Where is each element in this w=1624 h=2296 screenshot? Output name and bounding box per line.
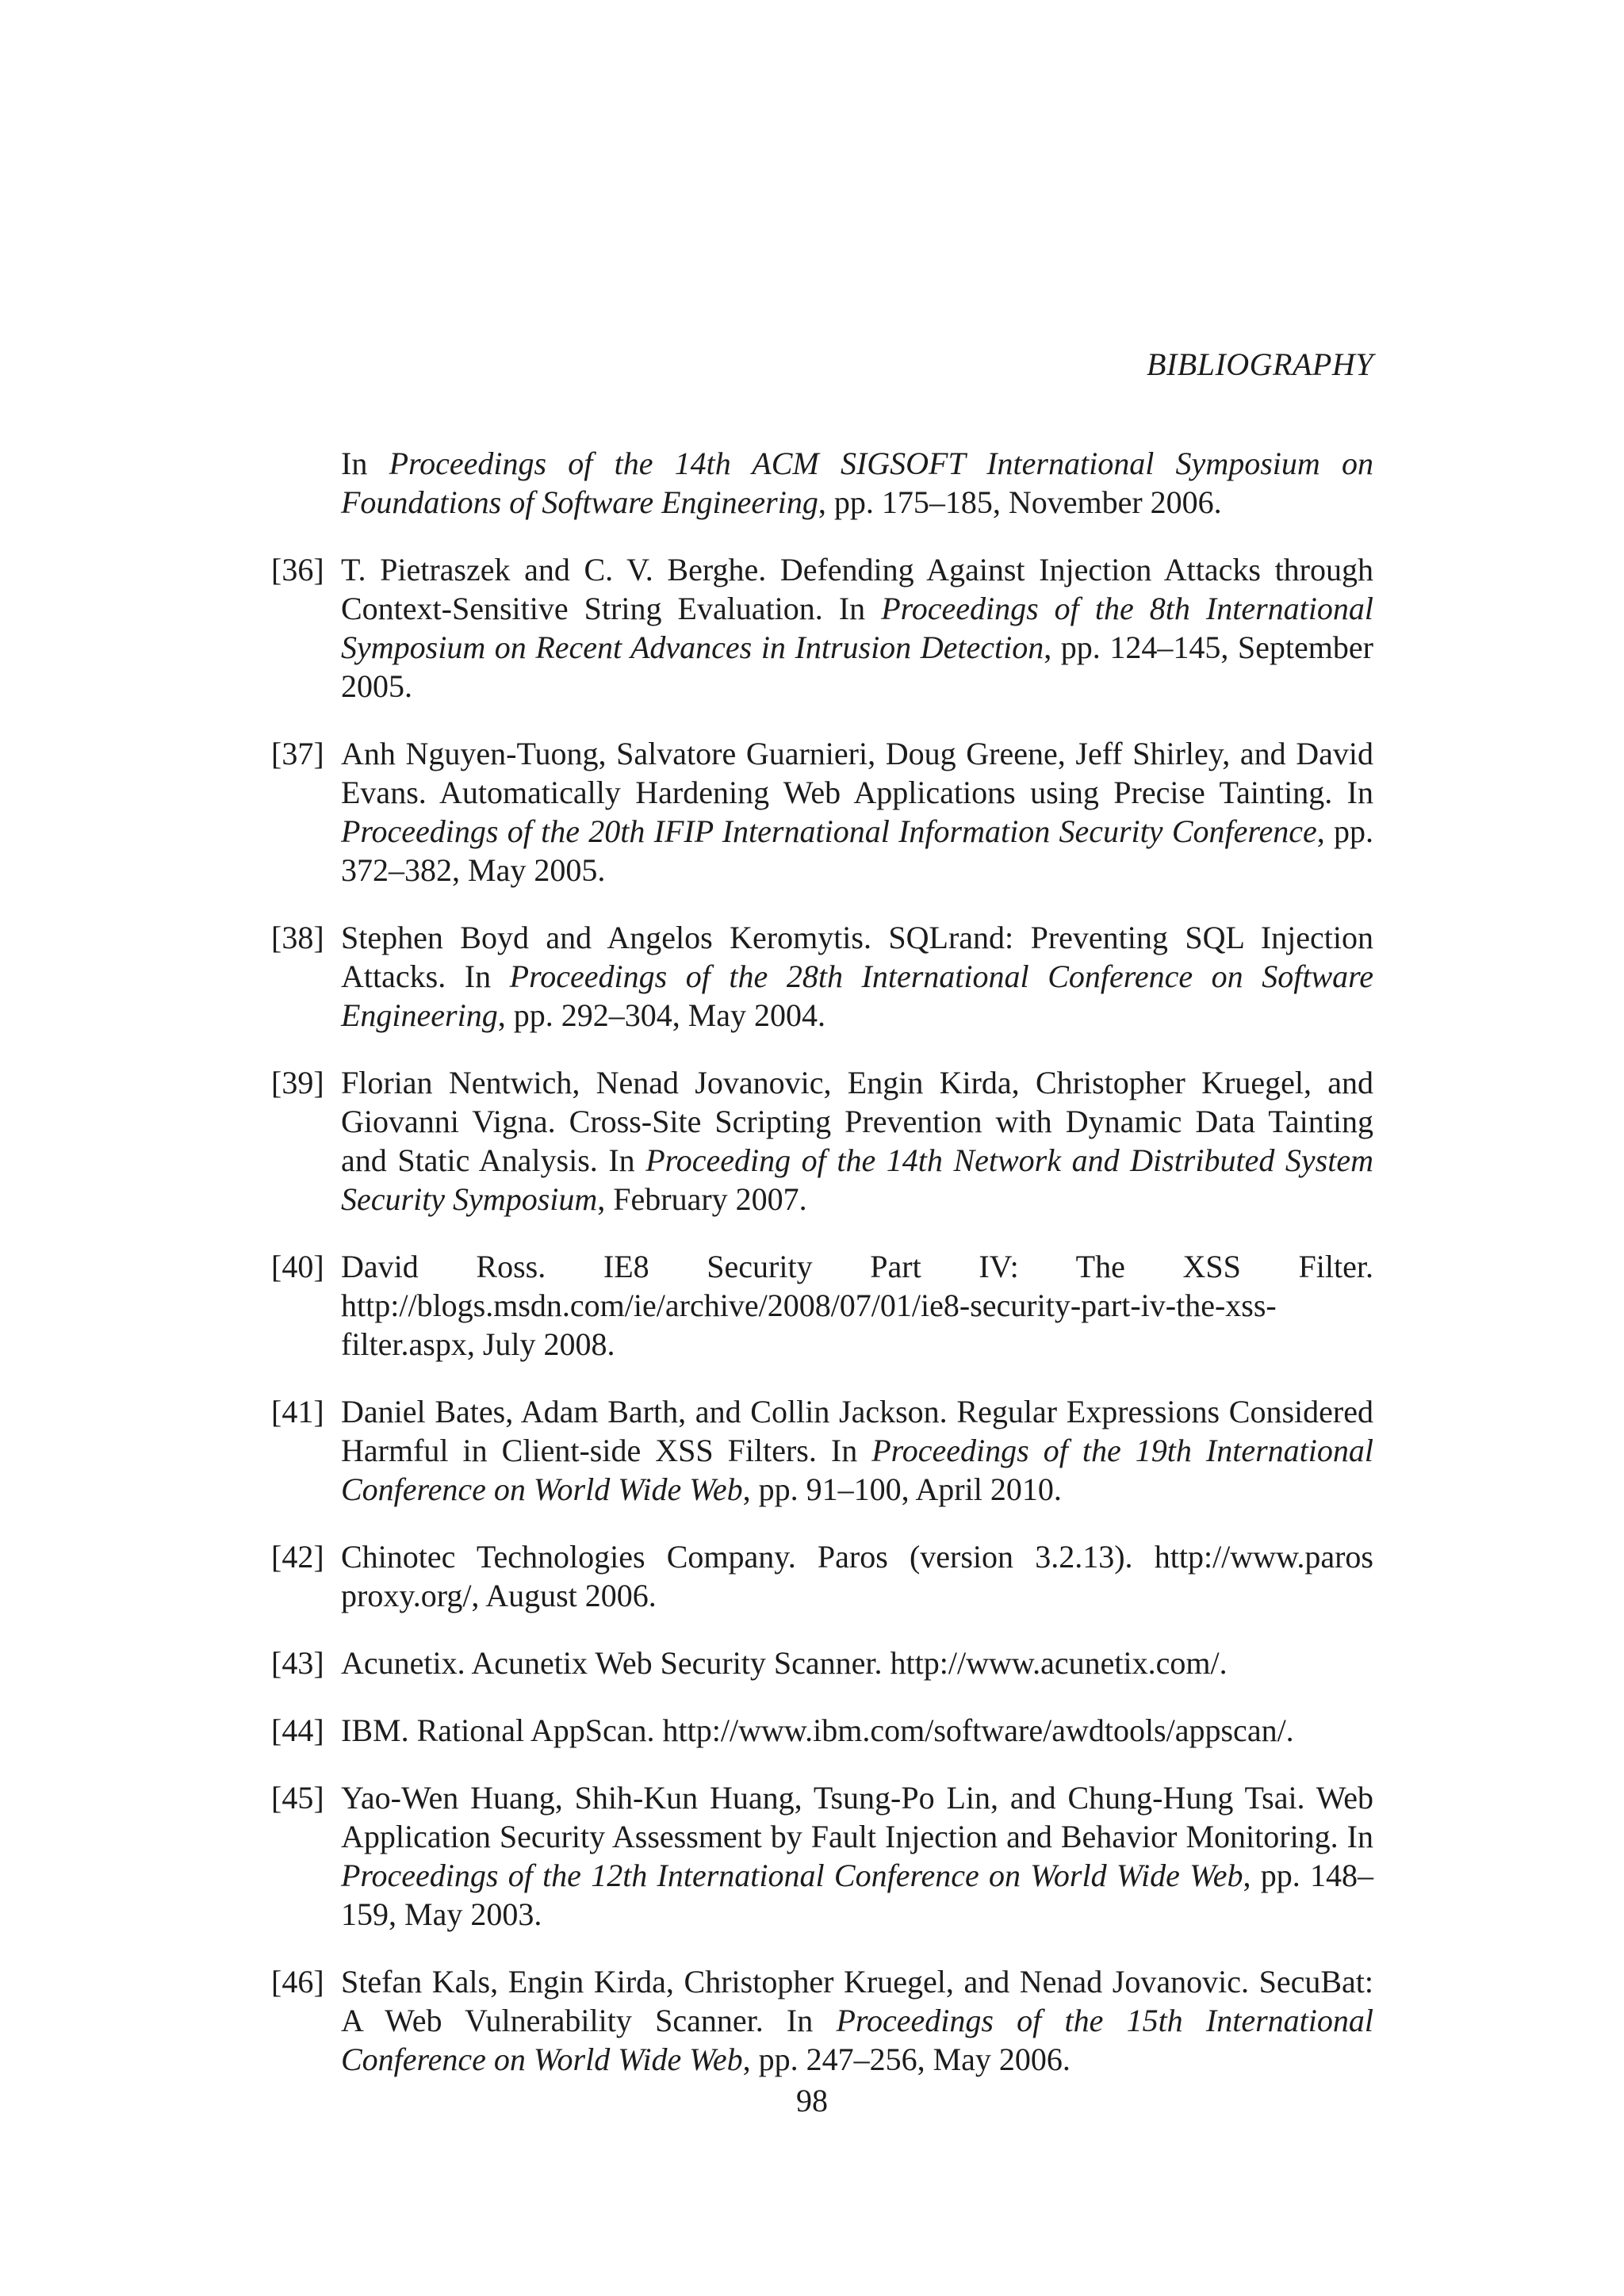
- reference-segment: Acunetix. Acunetix Web Security Scanner. http://www.acunetix.com/.: [341, 1645, 1228, 1681]
- reference-venue: Proceeding of the 14th Network and Distributed System Security Symposium: [341, 1142, 1373, 1217]
- reference-number: [42]: [271, 1539, 324, 1575]
- page-number: 98: [796, 2083, 828, 2118]
- reference-number: [45]: [271, 1780, 324, 1816]
- reference-number: [38]: [271, 920, 324, 955]
- reference-number: [39]: [271, 1065, 324, 1100]
- reference-text: [341, 1778, 1373, 1934]
- reference-segment: Stefan Kals, Engin Kirda, Christopher Kruegel, and Nenad Jovanovic. SecuBat: A Web Vulnerability Scanner. In: [341, 1964, 1373, 2038]
- reference-segment: , pp. 372–382, May 2005.: [341, 813, 1373, 888]
- reference-text: [341, 550, 1373, 706]
- reference-segment: Yao-Wen Huang, Shih-Kun Huang, Tsung-Po Lin, and Chung-Hung Tsai. Web Application Security Assessment by Fault Injection and Behavior Monitoring. In: [341, 1780, 1373, 1854]
- reference-segment: , pp. 91–100, April 2010.: [742, 1471, 1062, 1507]
- reference-text: [341, 918, 1373, 1035]
- reference-entry: [271, 918, 1373, 1035]
- reference-text: [341, 444, 1373, 522]
- reference-list: [271, 444, 1373, 2107]
- reference-text: [341, 1392, 1373, 1509]
- running-head: BIBLIOGRAPHY: [1147, 346, 1373, 382]
- reference-segment: David Ross. IE8 Security Part IV: The XSS Filter. http://blogs.msdn.com/ie/archive/2008/07/01/ie8-security-part-iv-the-xss-filter.aspx, July 2008.: [341, 1249, 1373, 1362]
- reference-entry: [271, 1962, 1373, 2079]
- reference-venue: Proceedings of the 14th ACM SIGSOFT International Symposium on Foundations of Software Engineering: [341, 446, 1373, 520]
- reference-entry: [271, 550, 1373, 706]
- reference-segment: In: [341, 446, 389, 481]
- reference-venue: Proceedings of the 8th International Symposium on Recent Advances in Intrusion Detection: [341, 591, 1373, 665]
- reference-segment: , February 2007.: [597, 1181, 807, 1217]
- reference-text: [341, 1644, 1373, 1682]
- reference-segment: T. Pietraszek and C. V. Berghe. Defending Against Injection Attacks through Context-Sensitive String Evaluation. In: [341, 552, 1373, 626]
- reference-text: [341, 1962, 1373, 2079]
- reference-entry: [271, 1711, 1373, 1750]
- reference-text: [341, 734, 1373, 890]
- reference-entry: [271, 734, 1373, 890]
- reference-segment: , pp. 148–159, May 2003.: [341, 1858, 1373, 1932]
- reference-segment: , pp. 247–256, May 2006.: [742, 2042, 1071, 2077]
- reference-text: [341, 1247, 1373, 1364]
- reference-segment: Florian Nentwich, Nenad Jovanovic, Engin Kirda, Christopher Kruegel, and Giovanni Vigna. Cross-Site Scripting Prevention with Dynamic Data Tainting and Static Analysis. In: [341, 1065, 1373, 1178]
- reference-entry: [271, 1778, 1373, 1934]
- reference-venue: Proceedings of the 19th International Conference on World Wide Web: [341, 1433, 1373, 1507]
- reference-entry: [271, 1537, 1373, 1615]
- reference-number: [37]: [271, 736, 324, 771]
- reference-segment: , pp. 292–304, May 2004.: [497, 997, 826, 1033]
- reference-venue: Proceedings of the 28th International Conference on Software Engineering: [341, 959, 1373, 1033]
- reference-number: [41]: [271, 1394, 324, 1429]
- reference-number: [36]: [271, 552, 324, 587]
- reference-segment: Anh Nguyen-Tuong, Salvatore Guarnieri, Doug Greene, Jeff Shirley, and David Evans. Automatically Hardening Web Applications using Precise Tainting. In: [341, 736, 1373, 810]
- reference-entry: [271, 1063, 1373, 1219]
- reference-number: [46]: [271, 1964, 324, 1999]
- reference-text: [341, 1711, 1373, 1750]
- reference-segment: , pp. 175–185, November 2006.: [818, 484, 1222, 520]
- reference-venue: Proceedings of the 12th International Conference on World Wide Web: [341, 1858, 1243, 1893]
- reference-segment: Chinotec Technologies Company. Paros (version 3.2.13). http://www.paros proxy.org/, August 2006.: [341, 1539, 1373, 1613]
- reference-entry: [271, 1392, 1373, 1509]
- reference-number: [43]: [271, 1645, 324, 1681]
- reference-entry: [271, 1247, 1373, 1364]
- reference-number: [40]: [271, 1249, 324, 1284]
- reference-segment: IBM. Rational AppScan. http://www.ibm.com/software/awdtools/appscan/.: [341, 1712, 1294, 1748]
- reference-segment: , pp. 124–145, September 2005.: [341, 629, 1373, 704]
- reference-segment: Stephen Boyd and Angelos Keromytis. SQLrand: Preventing SQL Injection Attacks. In: [341, 920, 1373, 994]
- reference-segment: Daniel Bates, Adam Barth, and Collin Jackson. Regular Expressions Considered Harmful in Client-side XSS Filters. In: [341, 1394, 1373, 1468]
- reference-continuation: [271, 444, 1373, 522]
- reference-entry: [271, 1644, 1373, 1682]
- reference-text: [341, 1537, 1373, 1615]
- reference-venue: Proceedings of the 20th IFIP International Information Security Conference: [341, 813, 1317, 849]
- reference-venue: Proceedings of the 15th International Conference on World Wide Web: [341, 2003, 1373, 2077]
- reference-text: [341, 1063, 1373, 1219]
- reference-number: [44]: [271, 1712, 324, 1748]
